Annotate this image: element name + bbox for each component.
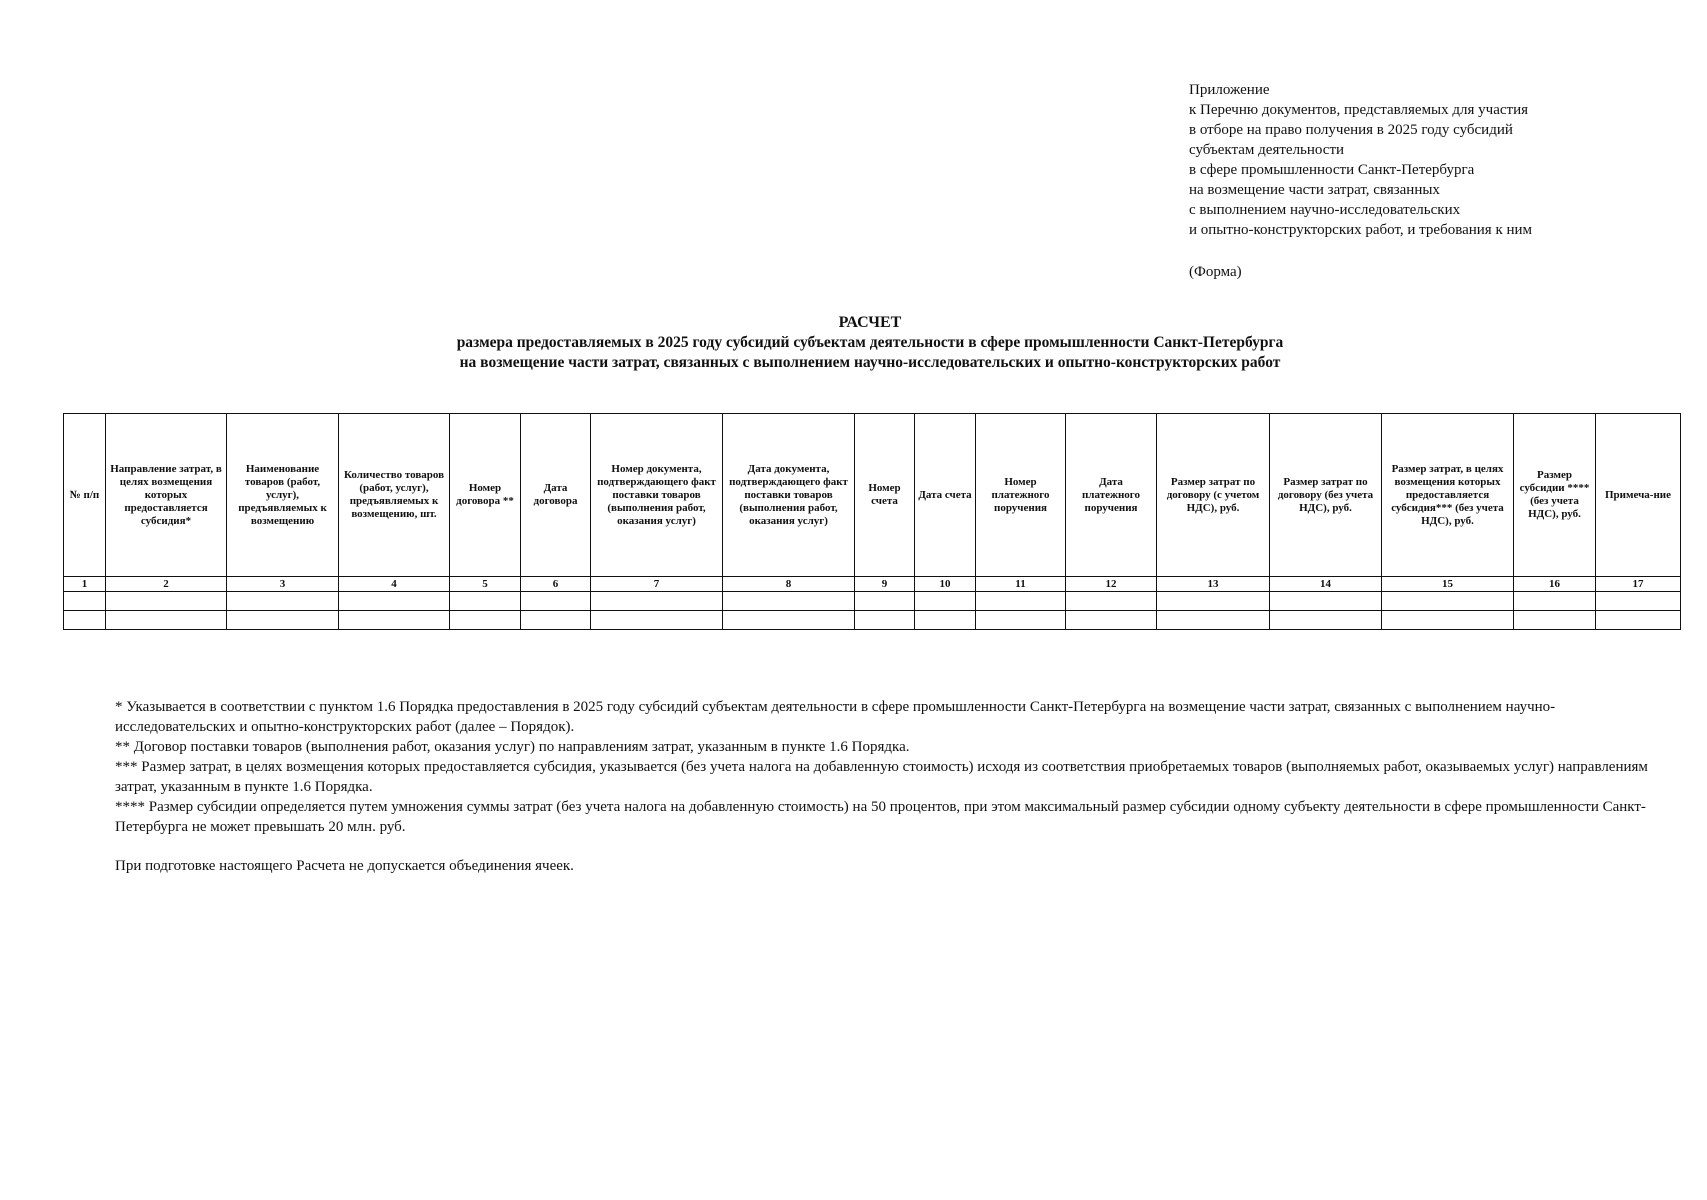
closing-note: При подготовке настоящего Расчета не допускается объединения ячеек. (115, 858, 574, 874)
header-cell: Номер платежного поручения (976, 414, 1066, 577)
table-cell[interactable] (1596, 592, 1681, 611)
table-cell[interactable] (339, 611, 450, 630)
table-cell[interactable] (106, 611, 227, 630)
header-cell: Номер документа, подтверждающего факт поставки товаров (выполнения работ, оказания услуг) (591, 414, 723, 577)
column-number: 16 (1514, 577, 1596, 592)
appendix-line: на возмещение части затрат, связанных (1189, 182, 1440, 198)
table-cell[interactable] (723, 592, 855, 611)
column-number: 1 (64, 577, 106, 592)
table-row (64, 611, 1681, 630)
header-cell: Размер субсидии **** (без учета НДС), руб. (1514, 414, 1596, 577)
header-row (64, 414, 1681, 577)
table-cell[interactable] (855, 592, 915, 611)
header-cell: Направление затрат, в целях возмещения которых предоставляется субсидия* (106, 414, 227, 577)
table-cell[interactable] (106, 592, 227, 611)
table-cell[interactable] (1270, 592, 1382, 611)
title-line: размера предоставляемых в 2025 году субсидий субъектам деятельности в сфере промышленности Санкт-Петербурга (456, 334, 1284, 351)
appendix-header (1189, 80, 1659, 282)
table-row (64, 592, 1681, 611)
column-number: 9 (855, 577, 915, 592)
header-cell: Дата платежного поручения (1066, 414, 1157, 577)
document-title (60, 313, 1680, 373)
table-cell[interactable] (1514, 592, 1596, 611)
table-cell[interactable] (723, 611, 855, 630)
header-cell: Размер затрат по договору (с учетом НДС), руб. (1157, 414, 1270, 577)
footnote: **** Размер субсидии определяется путем умножения суммы затрат (без учета налога на добавленную стоимость) на 50 процентов, при этом максимальный размер субсидии одному субъекту деятельности в сфере промышленности Санкт-Петербурга не может превышать 20 млн. руб. (115, 799, 1646, 835)
appendix-line: в отборе на право получения в 2025 году субсидий (1189, 122, 1513, 138)
column-number: 12 (1066, 577, 1157, 592)
table-cell[interactable] (1066, 611, 1157, 630)
table-cell[interactable] (976, 611, 1066, 630)
appendix-line: в сфере промышленности Санкт-Петербурга (1189, 162, 1475, 178)
footnotes (115, 697, 1670, 837)
header-cell: № п/п (64, 414, 106, 577)
header-cell: Дата документа, подтверждающего факт поставки товаров (выполнения работ, оказания услуг) (723, 414, 855, 577)
column-number: 11 (976, 577, 1066, 592)
table-cell[interactable] (1514, 611, 1596, 630)
table-cell[interactable] (915, 611, 976, 630)
column-number: 10 (915, 577, 976, 592)
table-cell[interactable] (976, 592, 1066, 611)
column-number: 6 (521, 577, 591, 592)
table-cell[interactable] (521, 592, 591, 611)
table-cell[interactable] (1382, 611, 1514, 630)
table-cell[interactable] (855, 611, 915, 630)
column-number: 2 (106, 577, 227, 592)
table-cell[interactable] (64, 611, 106, 630)
table-cell[interactable] (1596, 611, 1681, 630)
form-label: (Форма) (1189, 264, 1242, 280)
table-cell[interactable] (64, 592, 106, 611)
table-cell[interactable] (915, 592, 976, 611)
appendix-line: и опытно-конструкторских работ, и требования к ним (1189, 222, 1533, 238)
appendix-line: к Перечню документов, представляемых для участия (1189, 102, 1528, 118)
appendix-line: с выполнением научно-исследовательских (1189, 202, 1461, 218)
column-number-row (64, 577, 1681, 592)
table-cell[interactable] (521, 611, 591, 630)
title-line: на возмещение части затрат, связанных с выполнением научно-исследовательских и опытно-конструкторских работ (459, 354, 1281, 371)
table-cell[interactable] (339, 592, 450, 611)
header-cell: Размер затрат, в целях возмещения которых предоставляется субсидия*** (без учета НДС), руб. (1382, 414, 1514, 577)
appendix-line: Приложение (1189, 82, 1270, 98)
column-number: 14 (1270, 577, 1382, 592)
table-cell[interactable] (1382, 592, 1514, 611)
table-cell[interactable] (1157, 592, 1270, 611)
header-cell: Размер затрат по договору (без учета НДС), руб. (1270, 414, 1382, 577)
column-number: 3 (227, 577, 339, 592)
title-line: РАСЧЕТ (838, 314, 902, 331)
footnote: * Указывается в соответствии с пунктом 1.6 Порядка предоставления в 2025 году субсидий субъектам деятельности в сфере промышленности Санкт-Петербурга на возмещение части затрат, связанных с выполнением научно-исследовательских и опытно-конструкторских работ (далее – Порядок). (115, 699, 1556, 735)
column-number: 4 (339, 577, 450, 592)
header-cell: Количество товаров (работ, услуг), предъявляемых к возмещению, шт. (339, 414, 450, 577)
table-cell[interactable] (591, 611, 723, 630)
header-cell: Дата счета (915, 414, 976, 577)
header-cell: Номер счета (855, 414, 915, 577)
column-number: 13 (1157, 577, 1270, 592)
header-cell: Номер договора ** (450, 414, 521, 577)
table-cell[interactable] (591, 592, 723, 611)
column-number: 17 (1596, 577, 1681, 592)
column-number: 7 (591, 577, 723, 592)
table-cell[interactable] (1066, 592, 1157, 611)
calculation-table (63, 413, 1681, 630)
footnote: ** Договор поставки товаров (выполнения работ, оказания услуг) по направлениям затрат, указанным в пункте 1.6 Порядка. (115, 739, 910, 755)
table-cell[interactable] (227, 592, 339, 611)
table-cell[interactable] (227, 611, 339, 630)
table-cell[interactable] (1270, 611, 1382, 630)
column-number: 8 (723, 577, 855, 592)
appendix-line: субъектам деятельности (1189, 142, 1345, 158)
header-cell: Наименование товаров (работ, услуг), предъявляемых к возмещению (227, 414, 339, 577)
table-cell[interactable] (450, 611, 521, 630)
column-number: 15 (1382, 577, 1514, 592)
header-cell: Дата договора (521, 414, 591, 577)
footnote: *** Размер затрат, в целях возмещения которых предоставляется субсидия, указывается (без учета налога на добавленную стоимость) исходя из соответствия приобретаемых товаров (выполняемых работ, оказываемых услуг) направлениям затрат, указанным в пункте 1.6 Порядка. (115, 759, 1648, 795)
table-cell[interactable] (450, 592, 521, 611)
header-cell: Примеча-ние (1596, 414, 1681, 577)
column-number: 5 (450, 577, 521, 592)
table-cell[interactable] (1157, 611, 1270, 630)
